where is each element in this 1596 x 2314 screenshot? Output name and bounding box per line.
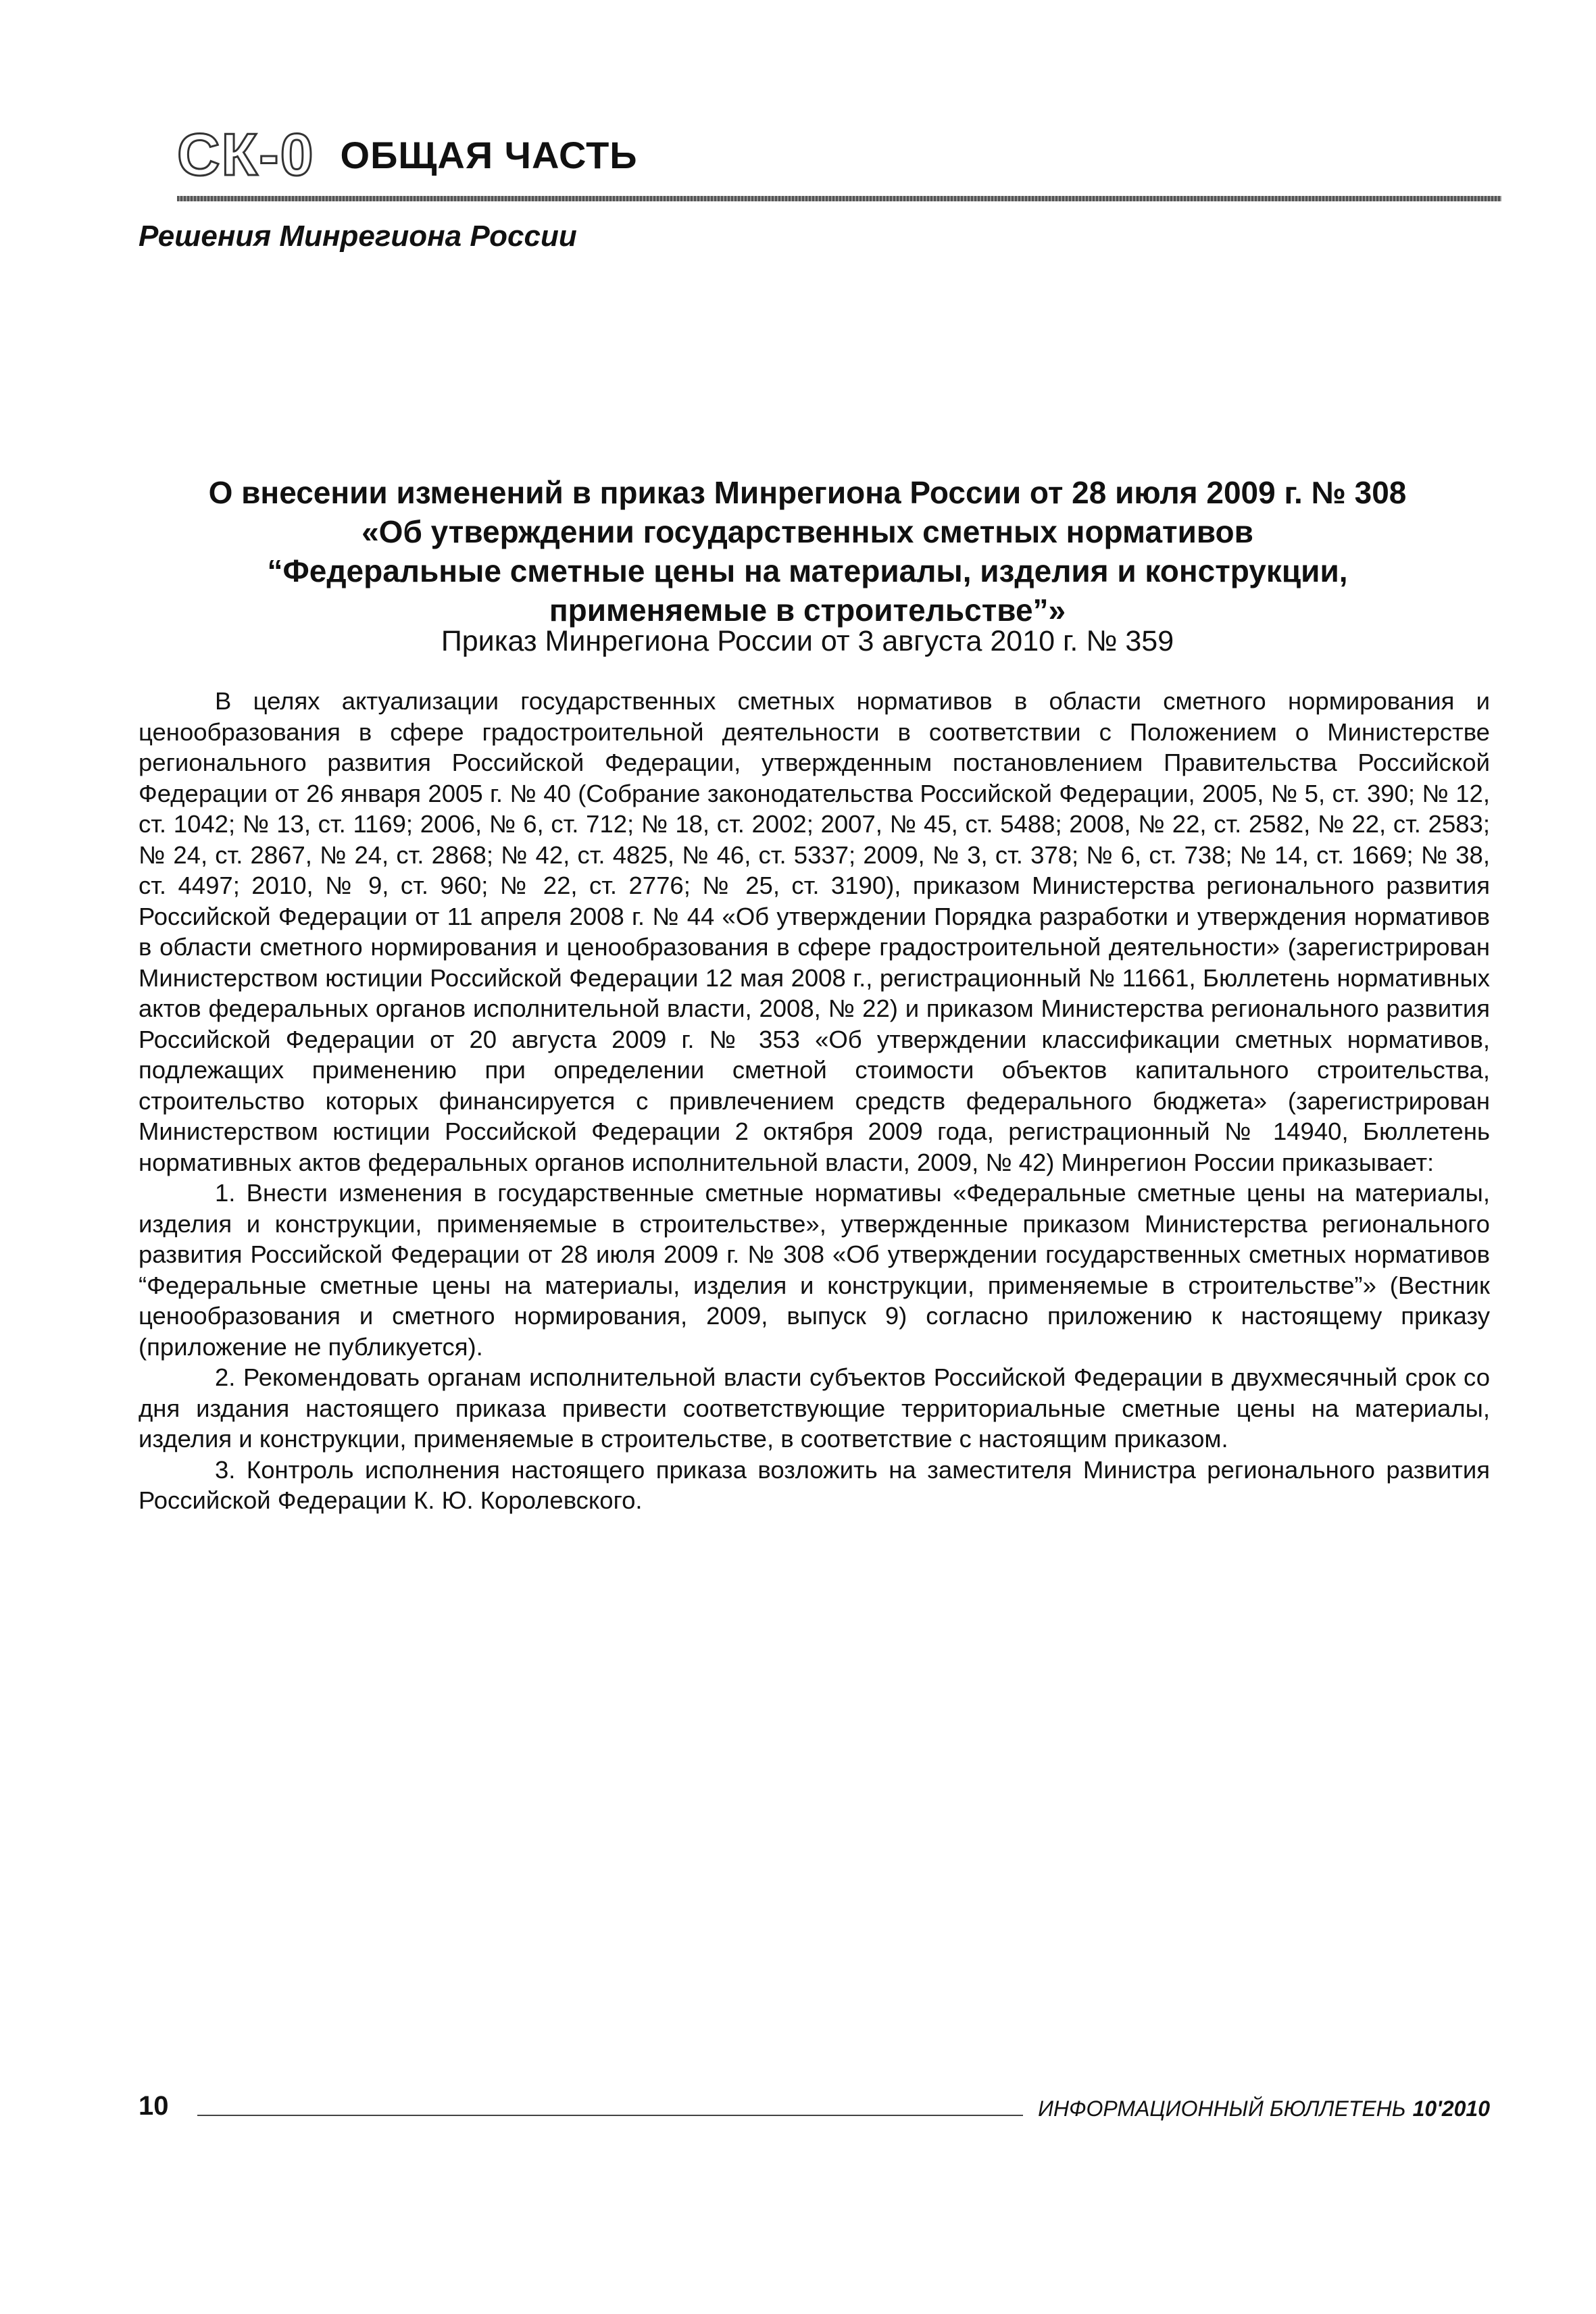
- section-title: ОБЩАЯ ЧАСТЬ: [340, 133, 638, 176]
- document-title-line: «Об утверждении государственных сметных нормативов: [361, 514, 1253, 549]
- rubric-subheading: Решения Минрегиона России: [139, 220, 577, 253]
- order-item-1: 1. Внести изменения в государственные сметные нормативы «Федеральные сметные цены на материалы, изделия и конструкции, применяемые в строительстве», утвержденные приказом Министерства регионального развития Российской Федерации от 28 июля 2009 г. № 308 «Об утверждении государственных сметных нормативов “Федеральные сметные цены на материалы, изделия и конструкции, применяемые в строительстве”» (Вестник ценообразования и сметного нормирования, 2009, выпуск 9) согласно приложению к настоящему приказу (приложение не публикуется).: [139, 1179, 1490, 1361]
- page-number: 10: [139, 2091, 169, 2121]
- page-footer: [139, 2091, 1490, 2121]
- footer-divider: [197, 2115, 1024, 2116]
- issue-number: 10'2010: [1412, 2096, 1490, 2121]
- publication-name: ИНФОРМАЦИОННЫЙ БЮЛЛЕТЕНЬ: [1038, 2096, 1406, 2121]
- document-title-line: О внесении изменений в приказ Минрегиона России от 28 июля 2009 г. № 308: [208, 475, 1407, 510]
- order-item-2: 2. Рекомендовать органам исполнительной власти субъектов Российской Федерации в двухмесячный срок со дня издания настоящего приказа привести соответствующие территориальные сметные цены на материалы, изделия и конструкции, применяемые в строительстве, в соответствие с настоящим приказом.: [139, 1363, 1490, 1453]
- document-subtitle: Приказ Минрегиона России от 3 августа 2010 г. № 359: [441, 625, 1174, 657]
- document-body: [139, 686, 1490, 1516]
- order-item-3: 3. Контроль исполнения настоящего приказа возложить на заместителя Министра регионального развития Российской Федерации К. Ю. Королевского.: [139, 1455, 1490, 1514]
- section-logo: СК-0: [177, 121, 315, 188]
- document-title-line: “Федеральные сметные цены на материалы, изделия и конструкции,: [267, 553, 1348, 588]
- document-title-line: применяемые в строительстве”»: [549, 593, 1066, 628]
- document-title: [122, 473, 1493, 630]
- page-header: [177, 121, 638, 188]
- header-divider: [177, 196, 1501, 201]
- preamble-paragraph: В целях актуализации государственных сметных нормативов в области сметного нормирования и ценообразования в сфере градостроительной деятельности в соответствии с Положением о Министерстве регионального развития Российской Федерации, утвержденным постановлением Правительства Российской Федерации от 26 января 2005 г. № 40 (Собрание законодательства Российской Федерации, 2005, № 5, ст. 390; № 12, ст. 1042; № 13, ст. 1169; 2006, № 6, ст. 712; № 18, ст. 2002; 2007, № 45, ст. 5488; 2008, № 22, ст. 2582, № 22, ст. 2583; № 24, ст. 2867, № 24, ст. 2868; № 42, ст. 4825, № 46, ст. 5337; 2009, № 3, ст. 378; № 6, ст. 738; № 14, ст. 1669; № 38, ст. 4497; 2010, № 9, ст. 960; № 22, ст. 2776; № 25, ст. 3190), приказом Министерства регионального развития Российской Федерации от 11 апреля 2008 г. № 44 «Об утверждении Порядка разработки и утверждения нормативов в области сметного нормирования и ценообразования в сфере градостроительной деятельности» (зарегистрирован Министерством юстиции Российской Федерации 12 мая 2008 г., регистрационный № 11661, Бюллетень нормативных актов федеральных органов исполнительной власти, 2008, № 22) и приказом Министерства регионального развития Российской Федерации от 20 августа 2009 г. № 353 «Об утверждении классификации сметных нормативов, подлежащих применению при определении сметной стоимости объектов капитального строительства, строительство которых финансируется с привлечением средств федерального бюджета» (зарегистрирован Министерством юстиции Российской Федерации 2 октября 2009 года, регистрационный № 14940, Бюллетень нормативных актов федеральных органов исполнительной власти, 2009, № 42) Минрегион России приказывает:: [139, 687, 1490, 1176]
